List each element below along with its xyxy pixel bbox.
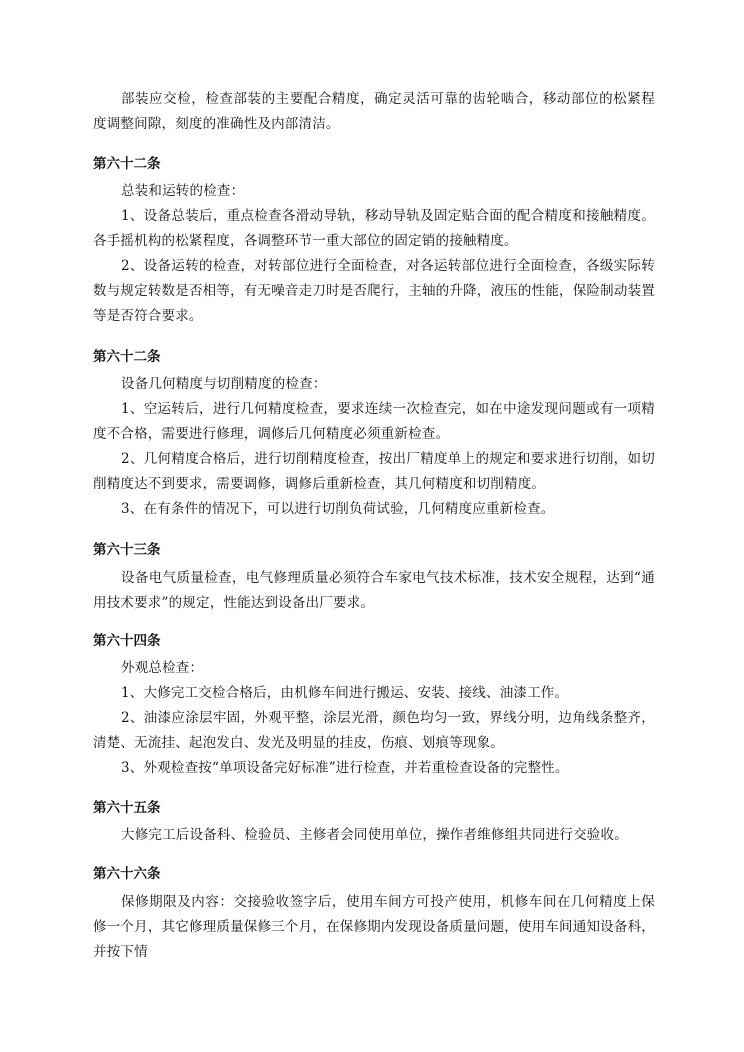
section-article-65-body (93, 823, 655, 848)
section-intro (93, 87, 655, 137)
section-article-66 (93, 862, 655, 882)
paragraph: 设备几何精度与切削精度的检查： (121, 376, 327, 392)
paragraph: 1、空运转后，进行几何精度检查，要求连续一次检查完，如在中途发现问题或有一项精度不合格，需要进行修理，调修后几何精度必须重新检查。 (93, 401, 655, 442)
section-article-64 (93, 629, 655, 649)
paragraph: 1、设备总装后，重点检查各滑动导轨，移动导轨及固定贴合面的配合精度和接触精度。各手摇机构的松紧程度，各调整环节一重大部位的固定销的接触精度。 (93, 208, 655, 249)
paragraph: 部装应交检，检查部装的主要配合精度，确定灵活可靠的齿轮啮合，移动部位的松紧程度调整间隙，刻度的准确性及内部清洁。 (93, 91, 655, 132)
paragraph: 2、油漆应涂层牢固，外观平整，涂层光滑，颜色均匀一致，界线分明，边角线条整齐，清楚、无流挂、起泡发白、发光及明显的挂皮，伤痕、划痕等现象。 (93, 710, 655, 751)
paragraph: 3、外观检查按“单项设备完好标准”进行检查，并若重检查设备的完整性。 (121, 760, 569, 776)
section-article-62a-body (93, 179, 655, 329)
paragraph: 总装和运转的检查： (121, 183, 245, 199)
article-heading: 第六十六条 (93, 866, 161, 882)
article-heading: 第六十五条 (93, 800, 161, 816)
paragraph: 设备电气质量检查，电气修理质量必须符合车家电气技术标准，技术安全规程，达到“通用技术要求”的规定，性能达到设备出厂要求。 (93, 570, 655, 611)
paragraph: 2、几何精度合格后，进行切削精度检查，按出厂精度单上的规定和要求进行切削，如切削精度达不到要求，需要调修，调修后重新检查，其几何精度和切削精度。 (93, 451, 655, 492)
section-article-62a (93, 152, 655, 172)
section-article-62b (93, 345, 655, 365)
article-heading: 第六十二条 (93, 156, 161, 172)
paragraph: 2、设备运转的检查，对转部位进行全面检查，对各运转部位进行全面检查，各级实际转数与规定转数是否相等，有无噪音走刀时是否爬行，主轴的升降，液压的性能，保险制动装置等是否符合要求。 (93, 258, 655, 324)
section-article-63 (93, 538, 655, 558)
section-article-63-body (93, 566, 655, 616)
article-heading: 第六十二条 (93, 349, 161, 365)
paragraph: 1、大修完工交检合格后，由机修车间进行搬运、安装、接线、油漆工作。 (121, 685, 569, 701)
section-article-66-body (93, 890, 655, 965)
paragraph: 3、在有条件的情况下，可以进行切削负荷试验，几何精度应重新检查。 (121, 501, 555, 517)
section-article-65 (93, 796, 655, 816)
section-article-62b-body (93, 372, 655, 522)
section-article-64-body (93, 656, 655, 781)
paragraph: 大修完工后设备科、检验员、主修者会同使用单位，操作者维修组共同进行交验收。 (121, 827, 628, 843)
article-heading: 第六十四条 (93, 633, 161, 649)
paragraph: 外观总检查： (121, 660, 204, 676)
article-heading: 第六十三条 (93, 542, 161, 558)
paragraph: 保修期限及内容：交接验收签字后，使用车间方可投产使用，机修车间在几何精度上保修一个月，其它修理质量保修三个月，在保修期内发现设备质量问题，使用车间通知设备科，并按下情 (93, 894, 655, 960)
